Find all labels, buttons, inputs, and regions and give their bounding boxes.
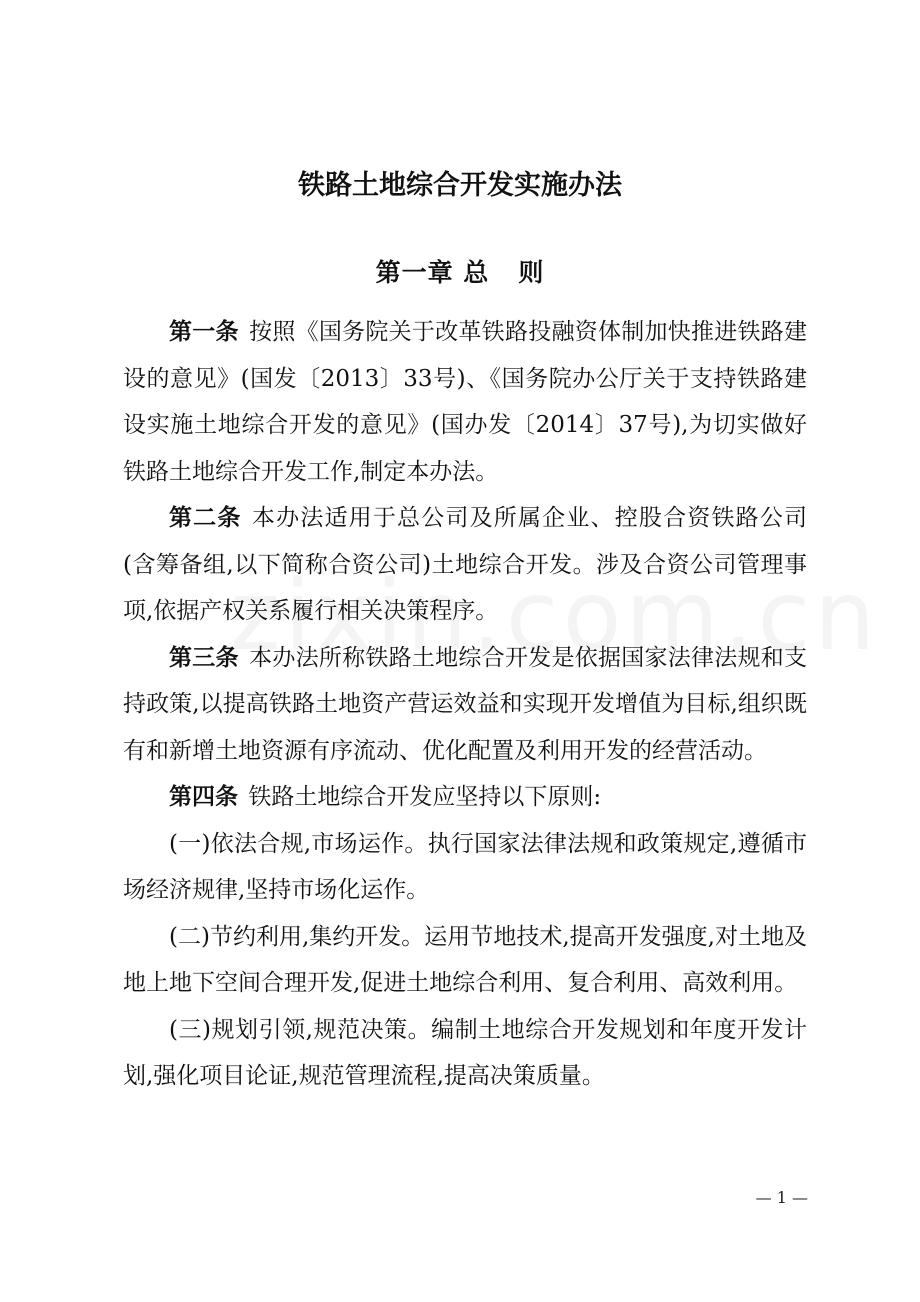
- paragraph-article-2: [123, 495, 807, 635]
- list-item-principle-2: [123, 914, 807, 1007]
- paragraph-text: (三)规划引领,规范决策。编制土地综合开发规划和年度开发计划,强化项目论证,规范管理流程,提高决策质量。: [123, 1016, 807, 1089]
- document-title: 铁路土地综合开发实施办法: [298, 170, 622, 201]
- article-label: 第二条: [169, 505, 242, 531]
- paragraph-article-3: [123, 635, 807, 775]
- paragraph-article-1: [123, 309, 807, 495]
- article-label: 第四条: [169, 784, 238, 810]
- article-label: 第三条: [169, 644, 239, 671]
- list-item-principle-1: [123, 821, 807, 914]
- article-label: 第一条: [169, 319, 239, 345]
- list-item-principle-3: [123, 1007, 807, 1100]
- page-number: — 1 —: [755, 1188, 808, 1207]
- chapter-heading: 第一章 总 则: [375, 258, 545, 287]
- paragraph-text: 本办法所称铁路土地综合开发是依据国家法律法规和支持政策,以提高铁路土地资产营运效益和实现开发增值为目标,组织既有和新增土地资源有序流动、优化配置及利用开发的经营活动。: [123, 644, 808, 764]
- paragraph-text: (一)依法合规,市场运作。执行国家法律法规和政策规定,遵循市场经济规律,坚持市场化运作。: [123, 830, 807, 903]
- paragraph-article-4: [123, 774, 807, 821]
- paragraph-text: 本办法适用于总公司及所属企业、控股合资铁路公司(含筹备组,以下简称合资公司)土地综合开发。涉及合资公司管理事项,依据产权关系履行相关决策程序。: [123, 505, 808, 624]
- paragraph-text: 按照《国务院关于改革铁路投融资体制加快推进铁路建设的意见》(国发〔2013〕33号)、《国务院办公厅关于支持铁路建设实施土地综合开发的意见》(国办发〔2014〕37号),为切实做好铁路土地综合开发工作,制定本办法。: [123, 319, 808, 485]
- paragraph-text: (二)节约利用,集约开发。运用节地技术,提高开发强度,对土地及地上地下空间合理开发,促进土地综合利用、复合利用、高效利用。: [123, 923, 807, 996]
- paragraph-text: 铁路土地综合开发应坚持以下原则:: [248, 784, 602, 810]
- document-body: [123, 309, 807, 1100]
